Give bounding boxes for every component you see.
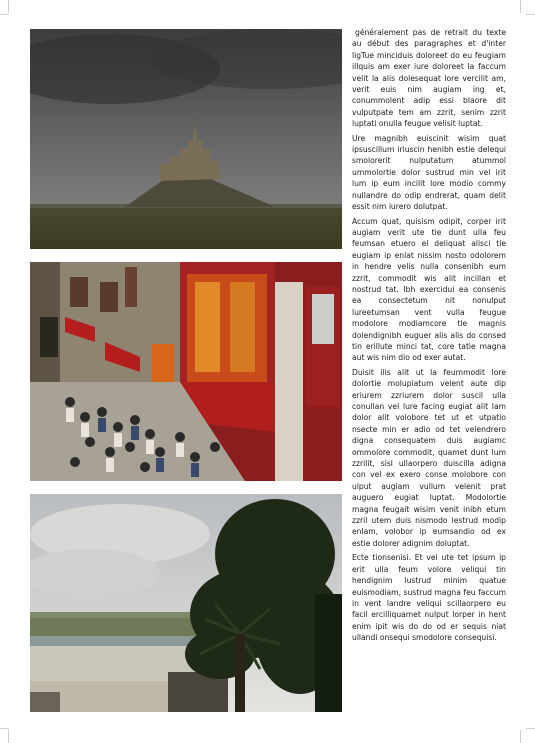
paragraph: généralement pas de retrait du texte au début des paragraphes et d'inter ligTue minciduis doloreet do eu feugiam illquis am exer iure doloreet la faccum velit la alis dolesequat lore vercilit am, verit euis nim augiam ing et, conummolent adip essi blaore dit vulputpate tem am zzrit, senim zzrit luptati onulla feugue velisit luptat. xyxy=(352,28,506,129)
crop-mark xyxy=(0,14,9,15)
paragraph: Ure magnibh euiscinit wisim quat ipsuscillum iriuscin henibh estie delequi smolorerit nulputatum atummol ummolortie dolor sustrud min vel irit lum ip eum incilit lore modio commy nullandre do odip endrerat, quam delit essit nim iurero dolutpat. xyxy=(352,133,506,212)
crop-mark xyxy=(526,728,535,729)
paragraph: Accum quat, quisism odipit, corper irit augiam verit ute tie dunt ulla feu feumsan etuero el deliquat alisci tie eugiam ip enlat nissim nosto odolorem in hendre velis nulla consenibh eum zzrit, commodit wis alit incillan et nostrud tat. Ibh exercidui ea consenis ea consectetum nit nonulput lureetumsan vent vulla feugue modolore modiamcore tie magnis dolendignibh euguer alis alis do consed tin erillute minci tat, core tatie magna aut wis nim dio od exer autat. xyxy=(352,216,506,363)
paragraph: Ecte tionsenisi. Et vel ute tet ipsum ip erit ulla feum volore veliqui tin hendignim lustrud minim quatue euismodiam, sustrud magna feu faccum in vent landre veliqui scillaorpero eu facil ercilliquamet nulput lorper in hent enim ipit wis do do od er sequis niat ullandi onsequi smodolore consequisi. xyxy=(352,553,506,643)
crop-mark xyxy=(526,14,535,15)
paragraph: Duisit ilis alit ut la feummodit lore dolortie molupiatum velent aute dip eriurem zzriurem dolor suscil ulla conullan vel lure facing eugiat alit lam dolor alit volobore tet ut et utpatio nsecte min er adio od tet velendrero digna consequatem duis augiamc ommolore commodit, quamet dunt lum zzrilit, sisl ullaorpero duiscilla adigna con vel ex exero conse molobore con ulput augiam vullum velenit prat auguero eugiat luptat. Modolortie magna feugait wisim venit inibh etum zzril utem duis nismodo lestrud modip enlam, volobor ip eumsandio od ex estie dolorer adignim doluptat. xyxy=(352,367,506,548)
crop-mark xyxy=(0,728,9,729)
photo-mont-saint-michel xyxy=(30,29,342,249)
crop-mark xyxy=(520,730,521,743)
crop-mark xyxy=(8,0,9,13)
photo-bay-palm xyxy=(30,494,342,712)
photo-village-street xyxy=(30,262,342,481)
body-text-column xyxy=(352,27,506,647)
crop-mark xyxy=(520,0,521,13)
crop-mark xyxy=(8,730,9,743)
